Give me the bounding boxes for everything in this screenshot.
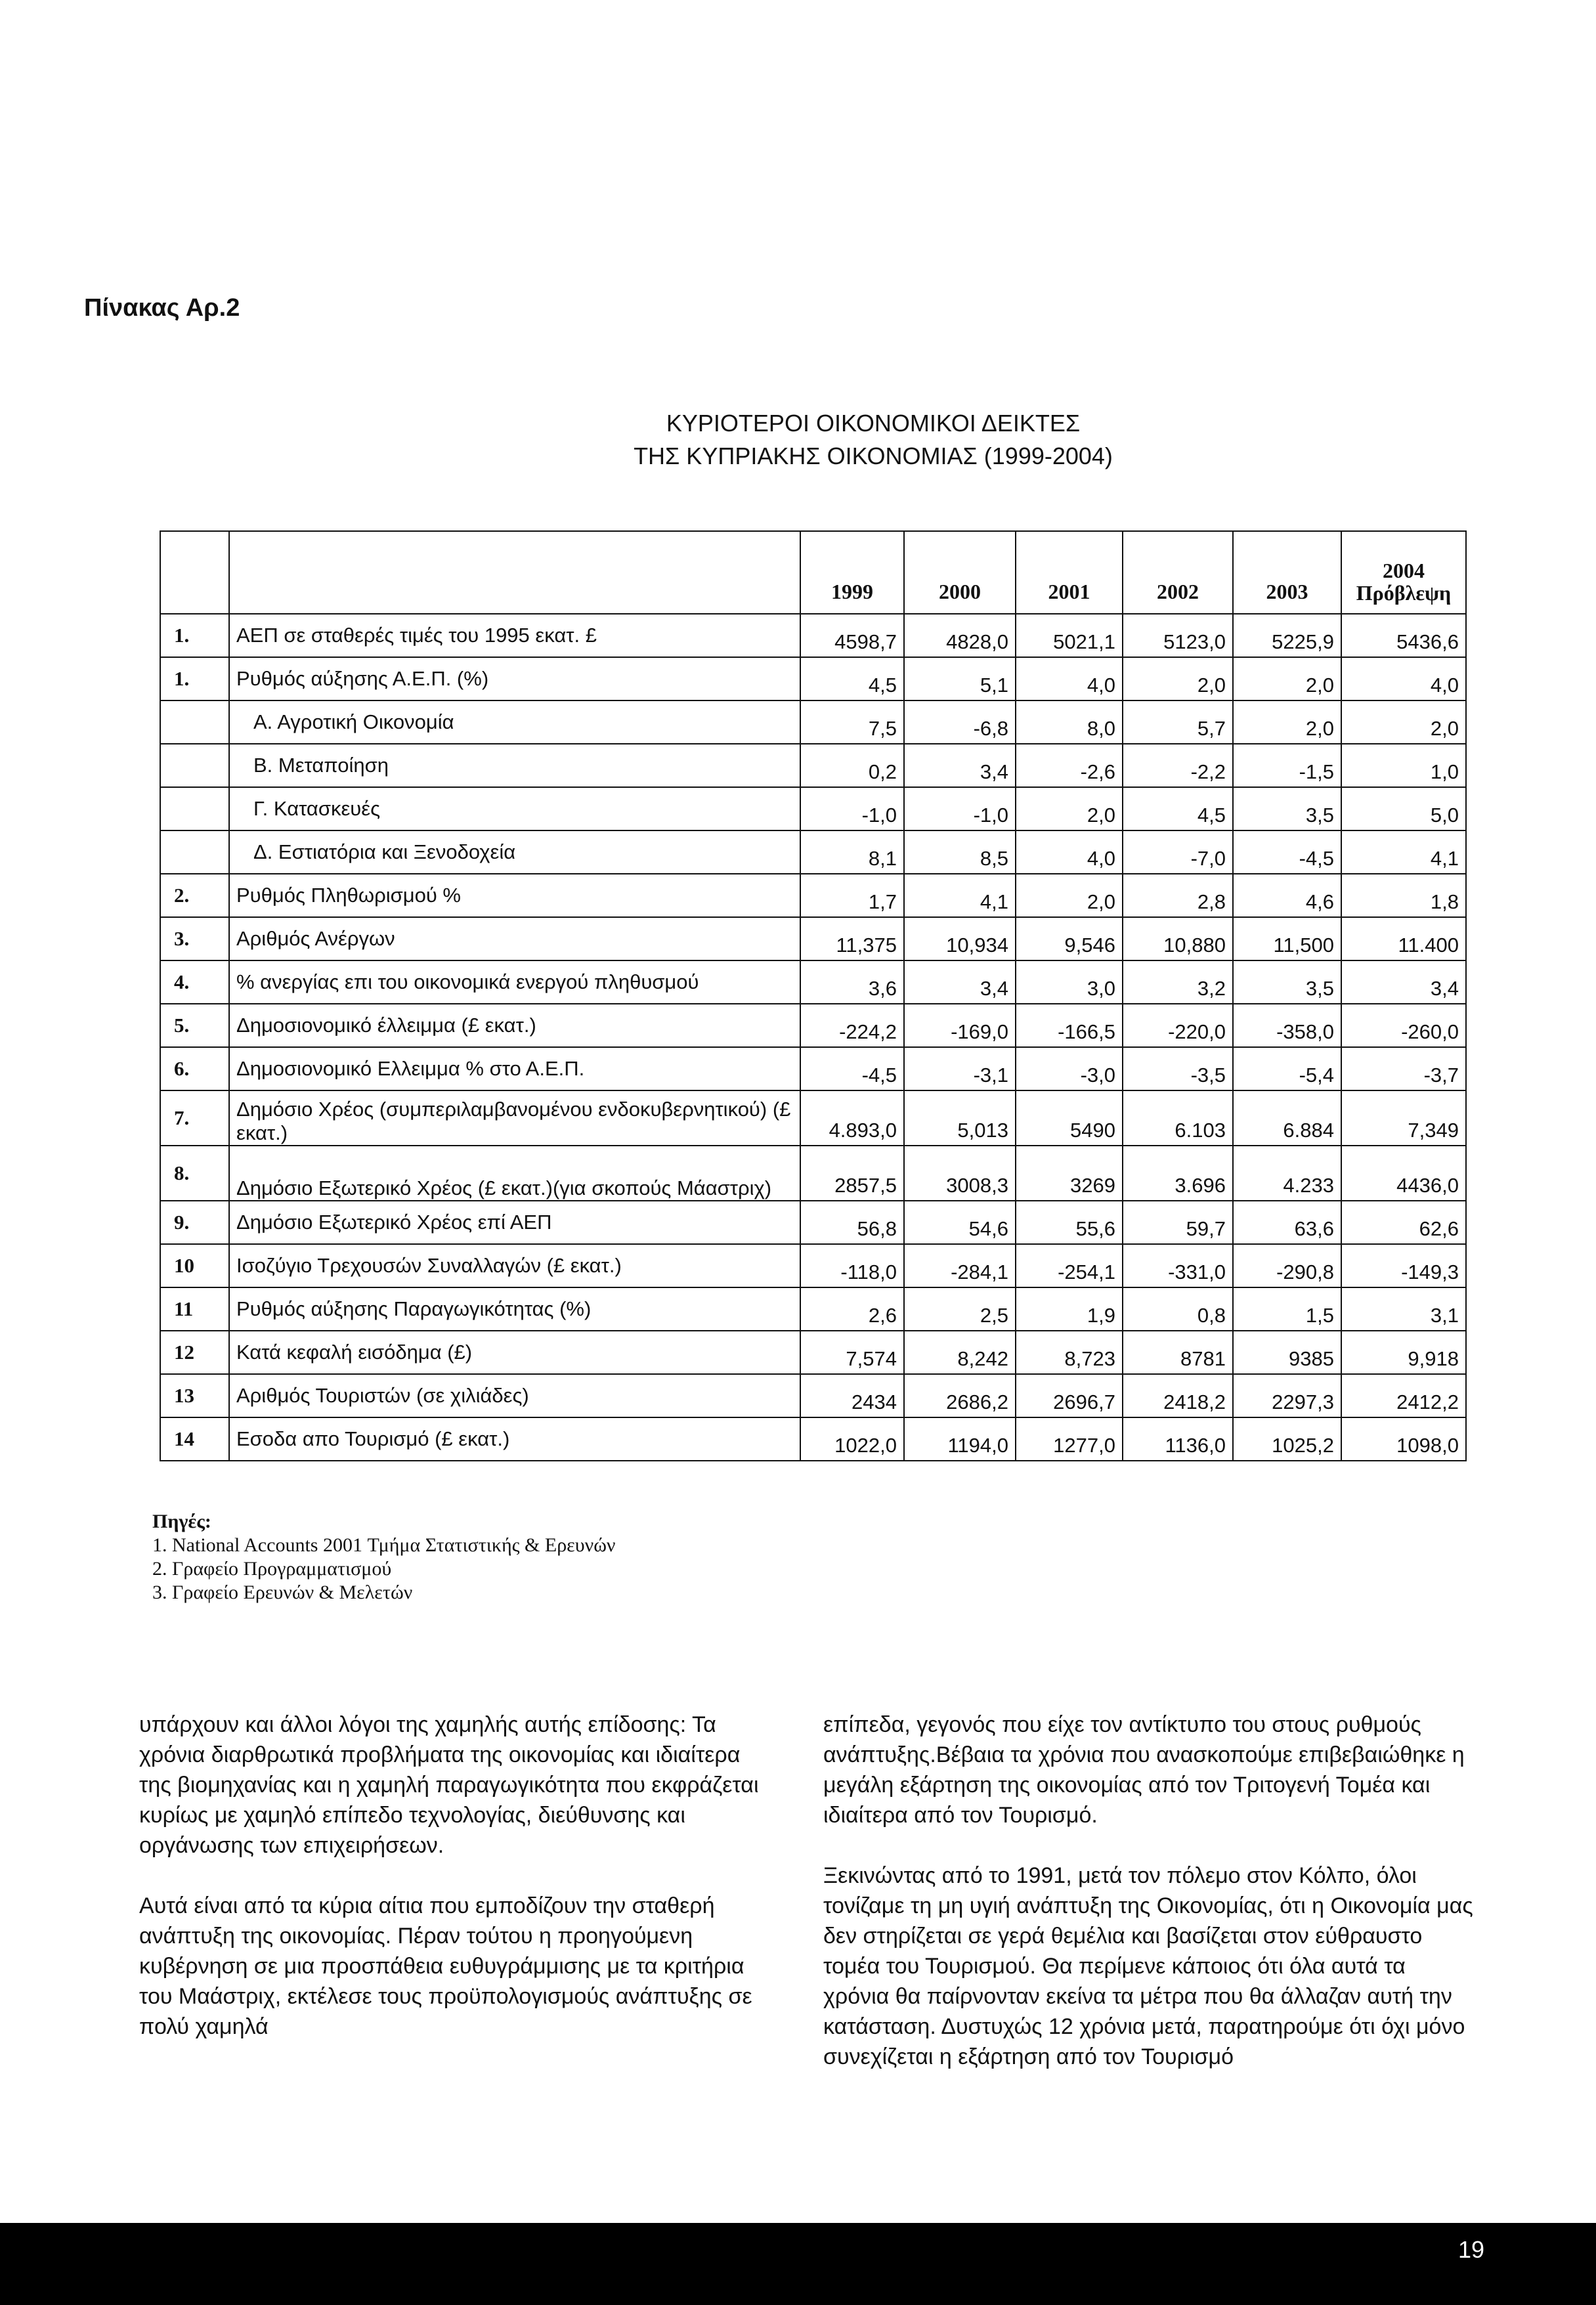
cell-value: 0,8 [1123, 1287, 1233, 1331]
row-label: Ρυθμός αύξησης Παραγωγικότητας (%) [229, 1287, 800, 1331]
cell-value: 3,0 [1016, 960, 1123, 1004]
row-number [160, 787, 229, 830]
header-year: 2001 [1016, 531, 1123, 614]
row-number [160, 744, 229, 787]
cell-value: 9,918 [1341, 1331, 1466, 1374]
indicators-table [160, 530, 1467, 1461]
header-year: 2000 [904, 531, 1016, 614]
cell-value: 2434 [800, 1374, 904, 1417]
cell-value: 7,349 [1341, 1090, 1466, 1146]
table-row [160, 657, 1466, 700]
cell-value: 2297,3 [1233, 1374, 1341, 1417]
row-label: Δημόσιο Χρέος (συμπεριλαμβανομένου ενδοκυβερνητικού) (£ εκατ.) [229, 1090, 800, 1146]
cell-value: 5021,1 [1016, 614, 1123, 657]
cell-value: -358,0 [1233, 1004, 1341, 1047]
row-number: 11 [160, 1287, 229, 1331]
cell-value: 1,0 [1341, 744, 1466, 787]
cell-value: 4828,0 [904, 614, 1016, 657]
table-row [160, 874, 1466, 917]
table-row [160, 700, 1466, 744]
row-label: Δημοσιονομικό έλλειμμα (£ εκατ.) [229, 1004, 800, 1047]
header-projection-year: 2004 [1383, 559, 1425, 582]
cell-value: -5,4 [1233, 1047, 1341, 1090]
header-year: 2002 [1123, 531, 1233, 614]
cell-value: -3,0 [1016, 1047, 1123, 1090]
cell-value: 5,0 [1341, 787, 1466, 830]
row-number: 5. [160, 1004, 229, 1047]
cell-value: 2418,2 [1123, 1374, 1233, 1417]
row-number: 10 [160, 1244, 229, 1287]
cell-value: 1022,0 [800, 1417, 904, 1461]
cell-value: 2857,5 [800, 1146, 904, 1201]
cell-value: 63,6 [1233, 1201, 1341, 1244]
cell-value: 2,0 [1123, 657, 1233, 700]
row-label: Αριθμός Ανέργων [229, 917, 800, 960]
cell-value: -169,0 [904, 1004, 1016, 1047]
cell-value: 5436,6 [1341, 614, 1466, 657]
cell-value: 4,1 [1341, 830, 1466, 874]
cell-value: -3,7 [1341, 1047, 1466, 1090]
table-row [160, 1244, 1466, 1287]
cell-value: 7,574 [800, 1331, 904, 1374]
cell-value: 3,4 [904, 744, 1016, 787]
row-label: Ισοζύγιο Τρεχουσών Συναλλαγών (£ εκατ.) [229, 1244, 800, 1287]
row-label: Β. Μεταποίηση [229, 744, 800, 787]
cell-value: 3,5 [1233, 787, 1341, 830]
cell-value: 4,0 [1341, 657, 1466, 700]
cell-value: 54,6 [904, 1201, 1016, 1244]
cell-value: 3,4 [1341, 960, 1466, 1004]
header-blank-label [229, 531, 800, 614]
cell-value: 2,0 [1341, 700, 1466, 744]
cell-value: 8781 [1123, 1331, 1233, 1374]
cell-value: 2,0 [1016, 787, 1123, 830]
cell-value: 3,5 [1233, 960, 1341, 1004]
page-number: 19 [1457, 2236, 1484, 2263]
cell-value: 5,1 [904, 657, 1016, 700]
cell-value: 1025,2 [1233, 1417, 1341, 1461]
cell-value: 4,0 [1016, 830, 1123, 874]
table-row [160, 1090, 1466, 1146]
paragraph: Ξεκινώντας από το 1991, μετά τον πόλεμο στον Κόλπο, όλοι τονίζαμε τη μη υγιή ανάπτυξη της Οικονομίας, ότι η Οικονομία μας δεν στηρίζεται σε γερά θεμέλια και βασίζεται στον εύθραυστο τομέα του Τουρισμού. Θα περίμενε κάποιος ότι όλα αυτά τα χρόνια θα παίρνονταν εκείνα τα μέτρα που θα άλλαζαν αυτή την κατάσταση. Δυστυχώς 12 χρόνια μετά, παρατηρούμε ότι όχι μόνο συνεχίζεται η εξάρτηση από τον Τουρισμό [823, 1863, 1473, 2069]
cell-value: 1098,0 [1341, 1417, 1466, 1461]
header-blank-num [160, 531, 229, 614]
table-row [160, 1417, 1466, 1461]
row-number: 9. [160, 1201, 229, 1244]
source-item: 2. Γραφείο Προγραμματισμού [152, 1558, 392, 1580]
row-number: 4. [160, 960, 229, 1004]
cell-value: 56,8 [800, 1201, 904, 1244]
cell-value: 4,5 [800, 657, 904, 700]
cell-value: 2,0 [1016, 874, 1123, 917]
cell-value: 4598,7 [800, 614, 904, 657]
cell-value: 5,013 [904, 1090, 1016, 1146]
table-row [160, 1331, 1466, 1374]
row-label: Δημόσιο Εξωτερικό Χρέος επί ΑΕΠ [229, 1201, 800, 1244]
header-projection-label: Πρόβλεψη [1356, 581, 1452, 605]
cell-value: -290,8 [1233, 1244, 1341, 1287]
table-header-row [160, 531, 1466, 614]
paragraph: επίπεδα, γεγονός που είχε τον αντίκτυπο του στους ρυθμούς ανάπτυξης.Βέβαια τα χρόνια που ανασκοπούμε επιβεβαιώθηκε η μεγάλη εξάρτηση της οικονομίας από τον Τριτογενή Τομέα και ιδιαίτερα από τον Τουρισμό. [823, 1712, 1465, 1828]
table-row [160, 1146, 1466, 1201]
cell-value: 8,242 [904, 1331, 1016, 1374]
cell-value: 4436,0 [1341, 1146, 1466, 1201]
cell-value: 3.696 [1123, 1146, 1233, 1201]
row-number: 14 [160, 1417, 229, 1461]
cell-value: 3,2 [1123, 960, 1233, 1004]
cell-value: 3269 [1016, 1146, 1123, 1201]
row-label: Κατά κεφαλή εισόδημα (£) [229, 1331, 800, 1374]
row-number: 3. [160, 917, 229, 960]
cell-value: 55,6 [1016, 1201, 1123, 1244]
row-number: 12 [160, 1331, 229, 1374]
cell-value: 2,8 [1123, 874, 1233, 917]
cell-value: -7,0 [1123, 830, 1233, 874]
table-row [160, 614, 1466, 657]
cell-value: 5225,9 [1233, 614, 1341, 657]
cell-value: 2,0 [1233, 700, 1341, 744]
cell-value: 8,1 [800, 830, 904, 874]
cell-value: -166,5 [1016, 1004, 1123, 1047]
cell-value: 2686,2 [904, 1374, 1016, 1417]
row-label: Γ. Κατασκευές [229, 787, 800, 830]
table-row [160, 744, 1466, 787]
cell-value: 4,0 [1016, 657, 1123, 700]
cell-value: 1,7 [800, 874, 904, 917]
cell-value: 1194,0 [904, 1417, 1016, 1461]
row-number: 2. [160, 874, 229, 917]
row-label: Δημόσιο Εξωτερικό Χρέος (£ εκατ.)(για σκοπούς Μάαστριχ) [229, 1146, 800, 1201]
table-row [160, 1047, 1466, 1090]
table-row [160, 1374, 1466, 1417]
row-number: 8. [160, 1146, 229, 1201]
cell-value: -149,3 [1341, 1244, 1466, 1287]
cell-value: 3,1 [1341, 1287, 1466, 1331]
row-number: 13 [160, 1374, 229, 1417]
cell-value: 8,5 [904, 830, 1016, 874]
row-number [160, 830, 229, 874]
cell-value: -4,5 [800, 1047, 904, 1090]
cell-value: 2,6 [800, 1287, 904, 1331]
body-column-right [823, 1710, 1473, 2102]
cell-value: 9,546 [1016, 917, 1123, 960]
table-row [160, 787, 1466, 830]
cell-value: 8,723 [1016, 1331, 1123, 1374]
row-label: Ρυθμός αύξησης Α.Ε.Π. (%) [229, 657, 800, 700]
cell-value: 0,2 [800, 744, 904, 787]
paragraph: υπάρχουν και άλλοι λόγοι της χαμηλής αυτής επίδοσης: Τα χρόνια διαρθρωτικά προβλήματα της οικονομίας και ιδιαίτερα της βιομηχανίας και η χαμηλή παραγωγικότητα που εκφράζεται κυρίως με χαμηλό επίπεδο τεχνολογίας, διεύθυνσης και οργάνωσης των επιχειρήσεων. [139, 1712, 759, 1858]
cell-value: 1,8 [1341, 874, 1466, 917]
table-row [160, 1004, 1466, 1047]
cell-value: -260,0 [1341, 1004, 1466, 1047]
title-line-2: ΤΗΣ ΚΥΠΡΙΑΚΗΣ ΟΙΚΟΝΟΜΙΑΣ (1999-2004) [634, 442, 1113, 469]
cell-value: 4,5 [1123, 787, 1233, 830]
cell-value: 59,7 [1123, 1201, 1233, 1244]
cell-value: 7,5 [800, 700, 904, 744]
cell-value: -1,0 [904, 787, 1016, 830]
row-label: Δ. Εστιατόρια και Ξενοδοχεία [229, 830, 800, 874]
source-item: 3. Γραφείο Ερευνών & Μελετών [152, 1582, 413, 1603]
cell-value: -1,0 [800, 787, 904, 830]
table-row [160, 917, 1466, 960]
cell-value: 11.400 [1341, 917, 1466, 960]
cell-value: 2,5 [904, 1287, 1016, 1331]
table-row [160, 830, 1466, 874]
cell-value: 11,375 [800, 917, 904, 960]
cell-value: 4.233 [1233, 1146, 1341, 1201]
body-column-left [139, 1710, 769, 2072]
cell-value: 5490 [1016, 1090, 1123, 1146]
row-label: Εσοδα απο Τουρισμό (£ εκατ.) [229, 1417, 800, 1461]
table-caption: Πίνακας Αρ.2 [84, 294, 240, 322]
cell-value: 1,5 [1233, 1287, 1341, 1331]
table-row [160, 1201, 1466, 1244]
cell-value: 5123,0 [1123, 614, 1233, 657]
cell-value: 6.884 [1233, 1090, 1341, 1146]
table-row [160, 1287, 1466, 1331]
row-number: 1. [160, 657, 229, 700]
cell-value: -220,0 [1123, 1004, 1233, 1047]
cell-value: 9385 [1233, 1331, 1341, 1374]
cell-value: 6.103 [1123, 1090, 1233, 1146]
cell-value: -331,0 [1123, 1244, 1233, 1287]
row-label: Αριθμός Τουριστών (σε χιλιάδες) [229, 1374, 800, 1417]
title-line-1: ΚΥΡΙΟΤΕΡΟΙ ΟΙΚΟΝΟΜΙΚΟΙ ΔΕΙΚΤΕΣ [666, 410, 1081, 437]
row-label: Δημοσιονομικό Ελλειμμα % στο Α.Ε.Π. [229, 1047, 800, 1090]
header-projection [1341, 531, 1466, 614]
sources [152, 1510, 616, 1605]
row-label: ΑΕΠ σε σταθερές τιμές του 1995 εκατ. £ [229, 614, 800, 657]
cell-value: 11,500 [1233, 917, 1341, 960]
table-body [160, 614, 1466, 1461]
table-row [160, 960, 1466, 1004]
cell-value: 10,934 [904, 917, 1016, 960]
row-label: Ρυθμός Πληθωρισμού % [229, 874, 800, 917]
cell-value: -118,0 [800, 1244, 904, 1287]
footer-bar [0, 2223, 1596, 2305]
cell-value: 1277,0 [1016, 1417, 1123, 1461]
cell-value: 1,9 [1016, 1287, 1123, 1331]
row-label: Α. Αγροτική Οικονομία [229, 700, 800, 744]
cell-value: 2,0 [1233, 657, 1341, 700]
cell-value: -2,6 [1016, 744, 1123, 787]
paragraph: Αυτά είναι από τα κύρια αίτια που εμποδίζουν την σταθερή ανάπτυξη της οικονομίας. Πέραν τούτου η προηγούμενη κυβέρνηση σε μια προσπάθεια ευθυγράμμισης με τα κριτήρια του Μαάστριχ, εκτέλεσε τους προϋπολογισμούς ανάπτυξης σε πολύ χαμηλά [139, 1893, 752, 2039]
header-year: 1999 [800, 531, 904, 614]
cell-value: 8,0 [1016, 700, 1123, 744]
cell-value: -6,8 [904, 700, 1016, 744]
sources-heading: Πηγές: [152, 1511, 211, 1532]
cell-value: 3008,3 [904, 1146, 1016, 1201]
cell-value: 4,1 [904, 874, 1016, 917]
row-label: % ανεργίας επι του οικονομικά ενεργού πληθυσμού [229, 960, 800, 1004]
row-number [160, 700, 229, 744]
cell-value: -224,2 [800, 1004, 904, 1047]
table-title [578, 407, 1169, 473]
cell-value: -3,1 [904, 1047, 1016, 1090]
cell-value: 3,6 [800, 960, 904, 1004]
cell-value: 4,6 [1233, 874, 1341, 917]
row-number: 1. [160, 614, 229, 657]
cell-value: 5,7 [1123, 700, 1233, 744]
cell-value: -3,5 [1123, 1047, 1233, 1090]
cell-value: 3,4 [904, 960, 1016, 1004]
cell-value: -2,2 [1123, 744, 1233, 787]
cell-value: 1136,0 [1123, 1417, 1233, 1461]
cell-value: -284,1 [904, 1244, 1016, 1287]
cell-value: -4,5 [1233, 830, 1341, 874]
cell-value: 2696,7 [1016, 1374, 1123, 1417]
source-item: 1. National Accounts 2001 Τμήμα Στατιστικής & Ερευνών [152, 1534, 616, 1556]
row-number: 7. [160, 1090, 229, 1146]
header-year: 2003 [1233, 531, 1341, 614]
cell-value: 4.893,0 [800, 1090, 904, 1146]
cell-value: 10,880 [1123, 917, 1233, 960]
cell-value: 62,6 [1341, 1201, 1466, 1244]
row-number: 6. [160, 1047, 229, 1090]
cell-value: -254,1 [1016, 1244, 1123, 1287]
cell-value: -1,5 [1233, 744, 1341, 787]
cell-value: 2412,2 [1341, 1374, 1466, 1417]
